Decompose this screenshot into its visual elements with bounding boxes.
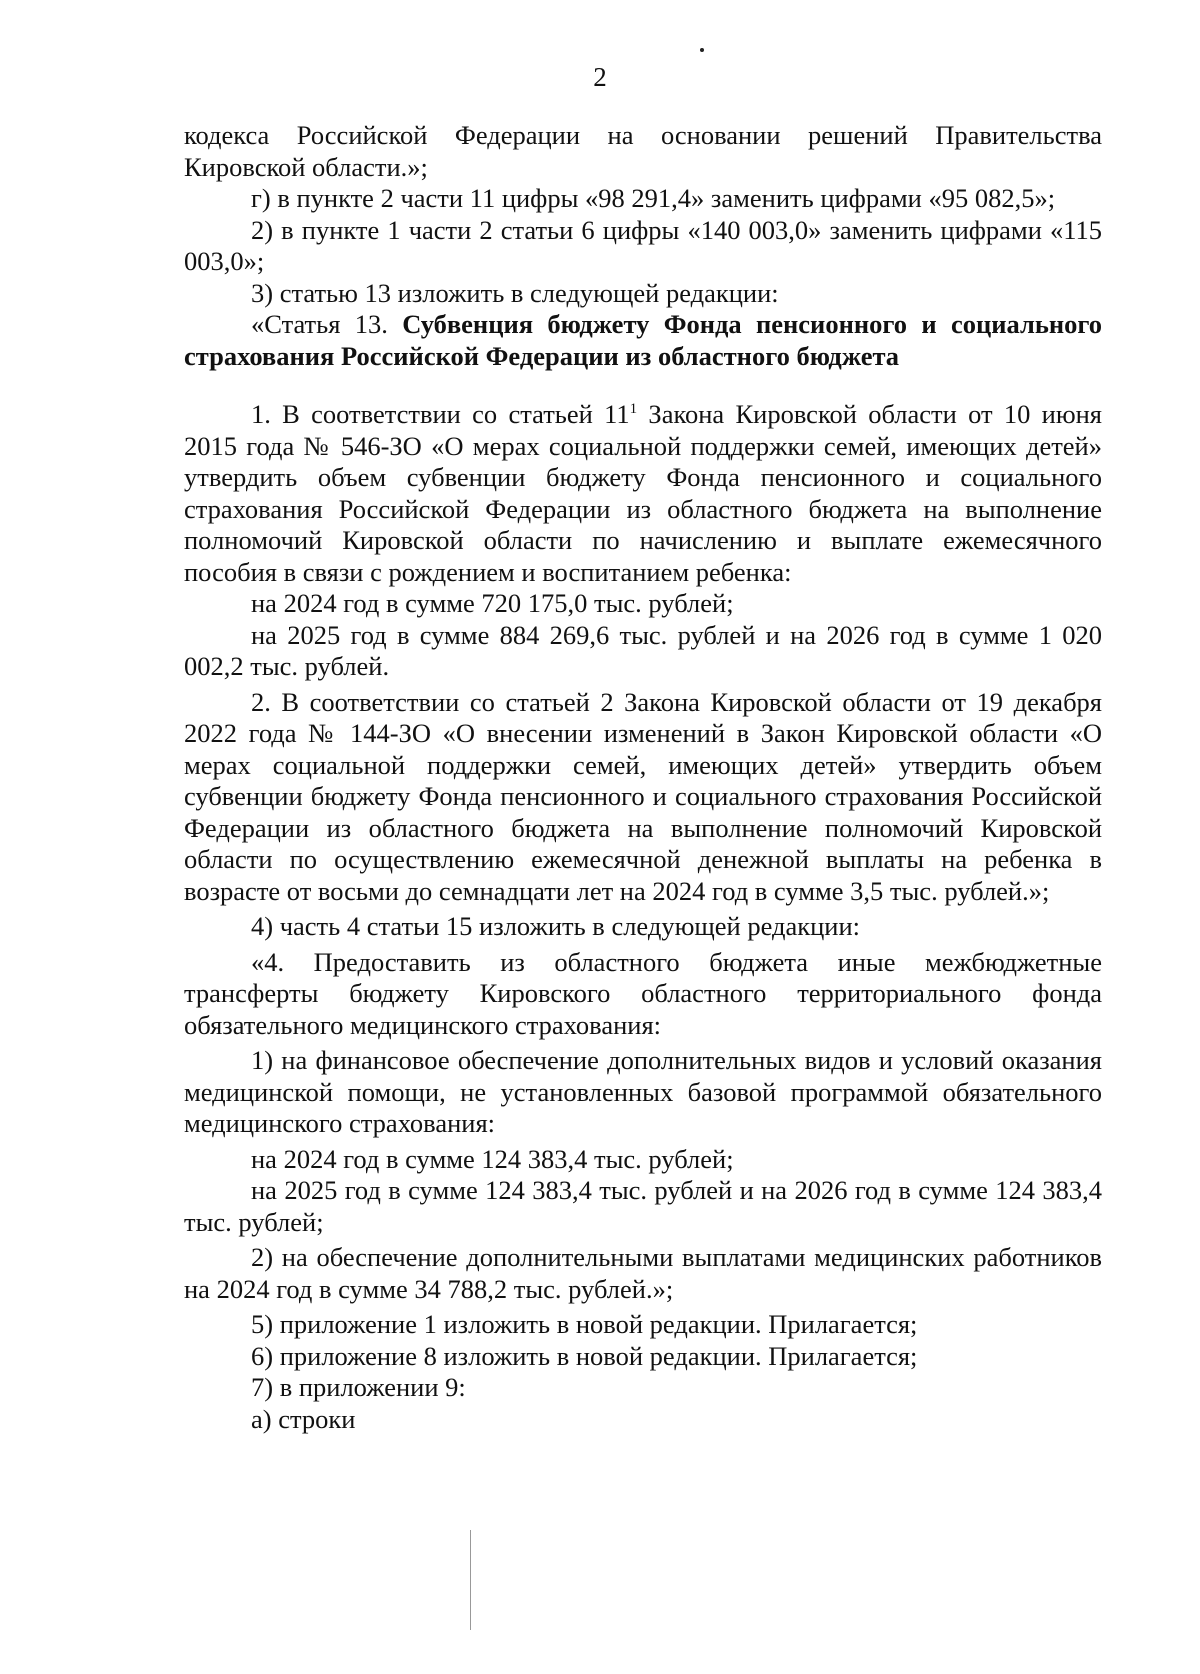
article-13-item-2: 2. В соответствии со статьей 2 Закона Кировской области от 19 декабря 2022 года № 144-ЗО «О внесении изменений в Закон Кировской области «О мерах социальной поддержки семей, имеющих детей» утвердить объем субвенции бюджету Фонда пенсионного и социального страхования Российской Федерации из областного бюджета на выполнение полномочий Кировской области по осуществлению ежемесячной денежной выплаты на ребенка в возрасте от восьми до семнадцати лет на 2024 год в сумме 3,5 тыс. рублей.»;: [184, 686, 1102, 906]
paragraph-6: 6) приложение 8 изложить в новой редакции. Прилагается;: [251, 1340, 918, 1371]
part-4-sub-1: 1) на финансовое обеспечение дополнительных видов и условий оказания медицинской помощи, не установленных базовой программой обязательного медицинского страхования:: [184, 1045, 1102, 1138]
paragraph-3: 3) статью 13 изложить в следующей редакции:: [251, 277, 779, 308]
document-body: [184, 120, 1102, 1435]
article-13-heading: [184, 309, 1102, 372]
article-title: Субвенция бюджету Фонда пенсионного и социального страхования Российской Федерации из областного бюджета: [184, 309, 1102, 371]
scan-speck: [700, 48, 704, 52]
item1-amount-2025-2026: на 2025 год в сумме 884 269,6 тыс. рублей и на 2026 год в сумме 1 020 002,2 тыс. рублей.: [184, 619, 1102, 681]
part-4-amount-2024: на 2024 год в сумме 124 383,4 тыс. рублей;: [251, 1143, 734, 1174]
item1-superscript: 1: [629, 401, 638, 417]
paragraph-g: г) в пункте 2 части 11 цифры «98 291,4» заменить цифрами «95 082,5»;: [251, 183, 1056, 213]
part-4-amount-2025-2026: на 2025 год в сумме 124 383,4 тыс. рублей и на 2026 год в сумме 124 383,4 тыс. рублей;: [184, 1175, 1102, 1237]
item1-text-end: Закона Кировской области от 10 июня 2015 года № 546-ЗО «О мерах социальной поддержки семей, имеющих детей» утвердить объем субвенции бюджету Фонда пенсионного и социального страхования Российской Федерации из областного бюджета на выполнение полномочий Кировской области по начислению и выплате ежемесячного пособия в связи с рождением и воспитанием ребенка:: [184, 399, 1102, 587]
item1-amount-2024: на 2024 год в сумме 720 175,0 тыс. рублей;: [251, 588, 734, 618]
scan-line-artefact: [470, 1530, 471, 1630]
part-4-intro: «4. Предоставить из областного бюджета иные межбюджетные трансферты бюджету Кировского областного территориального фонда обязательного медицинского страхования:: [184, 946, 1102, 1040]
article-prefix: «Статья 13.: [251, 309, 403, 339]
part-4-sub-2: 2) на обеспечение дополнительными выплатами медицинских работников на 2024 год в сумме 34 788,2 тыс. рублей.»;: [184, 1242, 1102, 1304]
paragraph-4: 4) часть 4 статьи 15 изложить в следующей редакции:: [251, 911, 861, 941]
page-number: 2: [593, 62, 607, 92]
article-13-item-1: [184, 399, 1102, 588]
paragraph-7a: а) строки: [251, 1403, 356, 1434]
paragraph-continuation: кодекса Российской Федерации на основании решений Правительства Кировской области.»;: [184, 120, 1102, 182]
paragraph-5: 5) приложение 1 изложить в новой редакции. Прилагается;: [251, 1309, 918, 1339]
item1-text-start: 1. В соответствии со статьей 11: [251, 399, 630, 429]
paragraph-2: 2) в пункте 1 части 2 статьи 6 цифры «140 003,0» заменить цифрами «115 003,0»;: [184, 214, 1102, 276]
paragraph-7: 7) в приложении 9:: [251, 1372, 466, 1402]
